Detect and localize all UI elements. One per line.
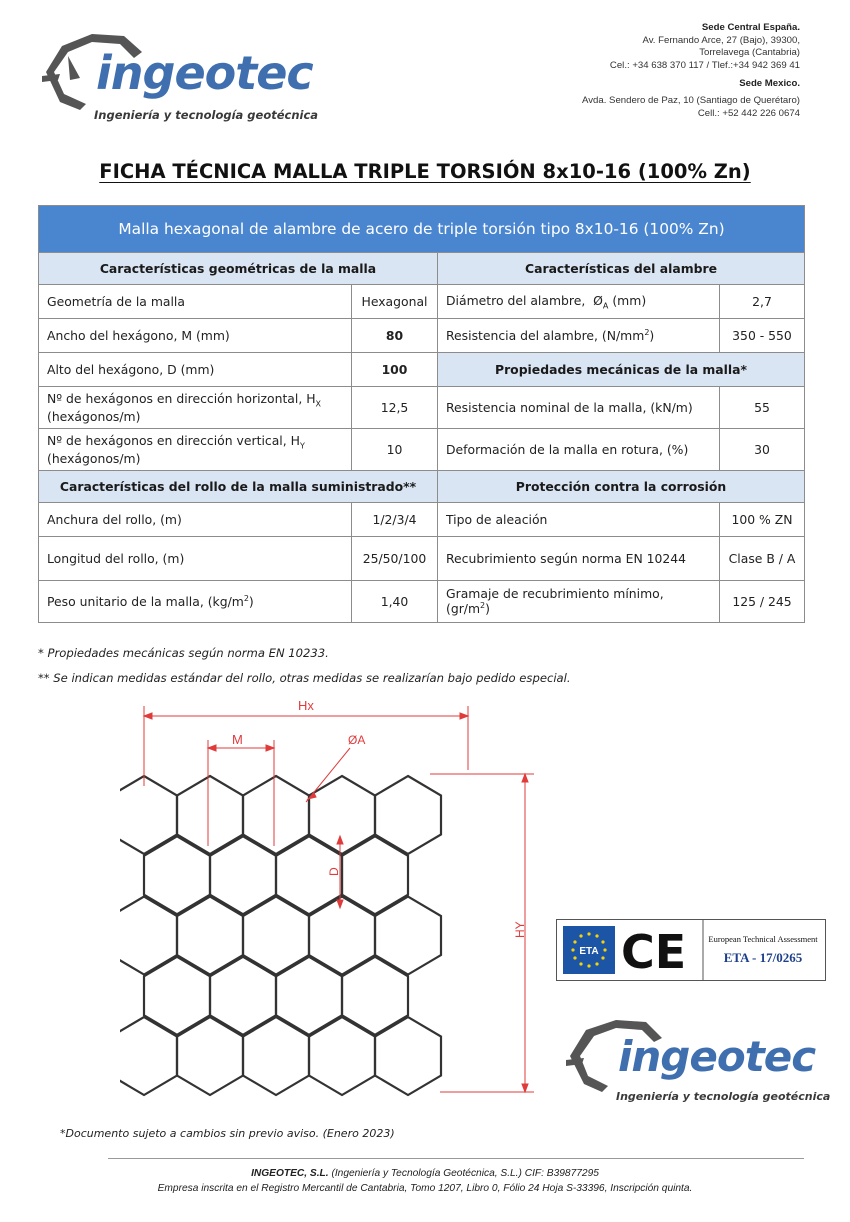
row-label: Ancho del hexágono, M (mm): [39, 319, 352, 353]
office-spain-line: Av. Fernando Arce, 27 (Bajo), 39300,: [642, 34, 800, 46]
label-hy: HY: [513, 921, 527, 938]
page-title: FICHA TÉCNICA MALLA TRIPLE TORSIÓN 8x10-16 (100% Zn): [99, 160, 751, 183]
eta-certification: [556, 919, 826, 981]
row-label: Gramaje de recubrimiento mínimo, $(gr/m^2)$: [438, 581, 720, 623]
office-spain-line: Cel.: +34 638 370 117 / Tlef.:+34 942 369 41: [609, 59, 800, 71]
logo-tagline: Ingeniería y tecnología geotécnica: [616, 1090, 831, 1103]
row-label: Diámetro del alambre, $Ø_A$ (mm): [438, 285, 720, 319]
logo-wordmark: ingeotec: [618, 1032, 816, 1081]
table-row: [39, 285, 805, 319]
row-label: Anchura del rollo, (m): [39, 503, 352, 537]
row-label: Resistencia nominal de la malla, (kN/m): [438, 387, 720, 429]
office-mexico-line: Cell.: +52 442 226 0674: [697, 107, 800, 119]
section-header-roll: Características del rollo de la malla suministrado**: [39, 471, 438, 503]
row-label: Nº de hexágonos en dirección vertical, $H_Y$ (hexágonos/m): [39, 429, 352, 471]
eta-line1: European Technical Assessment: [708, 934, 818, 944]
row-value: 1/2/3/4: [352, 503, 438, 537]
logo-tagline: Ingeniería y tecnología geotécnica: [94, 108, 319, 122]
label-oa: ØA: [348, 733, 366, 747]
table-row: [39, 429, 805, 471]
section-header-mechanical: Propiedades mecánicas de la malla*: [438, 353, 805, 387]
table-banner: Malla hexagonal de alambre de acero de triple torsión tipo 8x10-16 (100% Zn): [39, 206, 805, 253]
table-row: [39, 353, 805, 387]
row-value: 2,7: [720, 285, 805, 319]
footer-divider: [108, 1158, 804, 1159]
table-row: [39, 387, 805, 429]
row-label: Resistencia del alambre, $(N/mm^2)$: [438, 319, 720, 353]
company-logo-large: [566, 1016, 831, 1110]
row-value: 350 - 550: [720, 319, 805, 353]
mesh-hexagons: [120, 776, 441, 1095]
label-m: M: [232, 732, 243, 747]
table-row: [39, 537, 805, 581]
row-label: Alto del hexágono, D (mm): [39, 353, 352, 387]
footer-company-details: (Ingeniería y Tecnología Geotécnica, S.L.) CIF: B39877295: [328, 1168, 599, 1179]
hexagonal-mesh-diagram: [120, 696, 540, 1116]
row-label: Peso unitario de la malla, $(kg/m^2)$: [39, 581, 352, 623]
row-value: 30: [720, 429, 805, 471]
row-value: 80: [352, 319, 438, 353]
eta-line2: ETA - 17/0265: [723, 950, 803, 965]
row-value: 100: [352, 353, 438, 387]
row-value: 25/50/100: [352, 537, 438, 581]
table-row: [39, 581, 805, 623]
office-spain-title: Sede Central España.: [701, 22, 800, 33]
footer-company: INGEOTEC, S.L.: [251, 1168, 329, 1179]
footer-line-1: [0, 1168, 850, 1179]
section-header-wire: Características del alambre: [438, 253, 805, 285]
office-spain-line: Torrelavega (Cantabria): [699, 47, 800, 59]
eta-badge-text: ETA: [579, 946, 599, 957]
row-label: Longitud del rollo, (m): [39, 537, 352, 581]
logo-wordmark: ingeotec: [96, 46, 313, 100]
row-value: Hexagonal: [352, 285, 438, 319]
label-d: D: [327, 867, 341, 876]
row-value: 100 % ZN: [720, 503, 805, 537]
address-block: [460, 22, 800, 120]
spec-table: [38, 205, 805, 623]
ce-mark: CE: [621, 925, 687, 979]
table-row: [39, 503, 805, 537]
row-value: 10: [352, 429, 438, 471]
row-label: Deformación de la malla en rotura, (%): [438, 429, 720, 471]
eta-certification-graphic: [557, 920, 825, 980]
note-mechanical: * Propiedades mecánicas según norma EN 10233.: [38, 646, 329, 660]
row-label: Nº de hexágonos en dirección horizontal, $H_X$ (hexágonos/m): [39, 387, 352, 429]
company-logo: [40, 28, 320, 128]
table-row: [39, 319, 805, 353]
disclaimer: *Documento sujeto a cambios sin previo aviso. (Enero 2023): [60, 1127, 395, 1140]
note-roll: ** Se indican medidas estándar del rollo, otras medidas se realizarían bajo pedido especial.: [38, 671, 571, 685]
row-label: Geometría de la malla: [39, 285, 352, 319]
row-value: Clase B / A: [720, 537, 805, 581]
row-value: 1,40: [352, 581, 438, 623]
section-header-corrosion: Protección contra la corrosión: [438, 471, 805, 503]
footer-line-2: Empresa inscrita en el Registro Mercantil de Cantabria, Tomo 1207, Libro 0, Fólio 24 Hoja S-33396, Inscripción quinta.: [157, 1183, 693, 1194]
row-label: Recubrimiento según norma EN 10244: [438, 537, 720, 581]
label-hx: Hx: [298, 698, 314, 713]
row-value: 125 / 245: [720, 581, 805, 623]
office-mexico-title: Sede Mexico.: [739, 78, 800, 90]
row-value: 12,5: [352, 387, 438, 429]
row-label: Tipo de aleación: [438, 503, 720, 537]
row-value: 55: [720, 387, 805, 429]
office-mexico-line: Avda. Sendero de Paz, 10 (Santiago de Querétaro): [582, 94, 800, 106]
section-header-geometry: Características geométricas de la malla: [39, 253, 438, 285]
